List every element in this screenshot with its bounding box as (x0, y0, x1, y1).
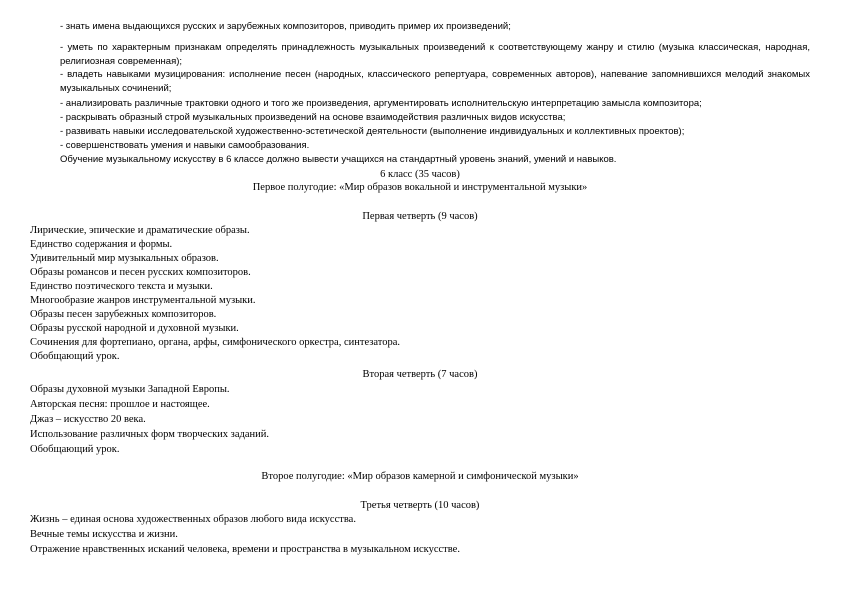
goal-5: - раскрывать образный строй музыкальных произведений на основе взаимодействия различных видов искусства; (60, 112, 566, 123)
summary-paragraph: Обучение музыкальному искусству в 6 классе должно вывести учащихся на стандартный уровень знаний, умений и навыков. (60, 154, 617, 165)
q3-item: Жизнь – единая основа художественных образов любого вида искусства. (30, 514, 356, 525)
q2-item: Обобщающий урок. (30, 444, 120, 455)
goal-6: - развивать навыки исследовательской художественно-эстетической деятельности (выполнение индивидуальных и коллективных проектов); (60, 126, 685, 137)
q1-item: Образы песен зарубежных композиторов. (30, 309, 217, 320)
q1-item: Лирические, эпические и драматические образы. (30, 225, 250, 236)
q2-item: Использование различных форм творческих заданий. (30, 429, 269, 440)
goal-1: - знать имена выдающихся русских и зарубежных композиторов, приводить пример их произведений; (60, 21, 511, 32)
goal-7: - совершенствовать умения и навыки самообразования. (60, 140, 310, 151)
q1-item: Удивительный мир музыкальных образов. (30, 253, 219, 264)
q1-item: Сочинения для фортепиано, органа, арфы, симфонического оркестра, синтезатора. (30, 337, 401, 348)
grade-heading: 6 класс (35 часов) (380, 169, 460, 180)
q1-item: Единство поэтического текста и музыки. (30, 281, 213, 292)
q1-item: Обобщающий урок. (30, 351, 120, 362)
q2-item: Образы духовной музыки Западной Европы. (30, 384, 230, 395)
q3-item: Вечные темы искусства и жизни. (30, 529, 178, 540)
q1-item: Единство содержания и формы. (30, 239, 173, 250)
q1-heading: Первая четверть (9 часов) (362, 211, 478, 222)
goal-2: - уметь по характерным признакам определять принадлежность музыкальных произведений к соответствующему жанру и стилю (музыка классическая, народная, религиозная современная); (60, 42, 810, 67)
second-half-heading: Второе полугодие: «Мир образов камерной и симфонической музыки» (261, 471, 579, 482)
q1-item: Образы русской народной и духовной музыки. (30, 323, 239, 334)
q2-item: Джаз – искусство 20 века. (30, 414, 146, 425)
first-half-heading: Первое полугодие: «Мир образов вокальной и инструментальной музыки» (252, 182, 588, 193)
q3-item: Отражение нравственных исканий человека, времени и пространства в музыкальном искусстве. (30, 544, 460, 555)
goal-4: - анализировать различные трактовки одного и того же произведения, аргументировать исполнительскую интерпретацию замысла композитора; (60, 98, 702, 109)
q2-heading: Вторая четверть (7 часов) (362, 369, 478, 380)
q1-item: Образы романсов и песен русских композиторов. (30, 267, 251, 278)
q1-item: Многообразие жанров инструментальной музыки. (30, 295, 256, 306)
q3-heading: Третья четверть (10 часов) (360, 500, 480, 511)
q2-item: Авторская песня: прошлое и настоящее. (30, 399, 210, 410)
goal-3: - владеть навыками музицирования: исполнение песен (народных, классического репертуара, современных авторов), напевание запомнившихся мелодий знакомых музыкальных сочинений; (60, 69, 810, 94)
